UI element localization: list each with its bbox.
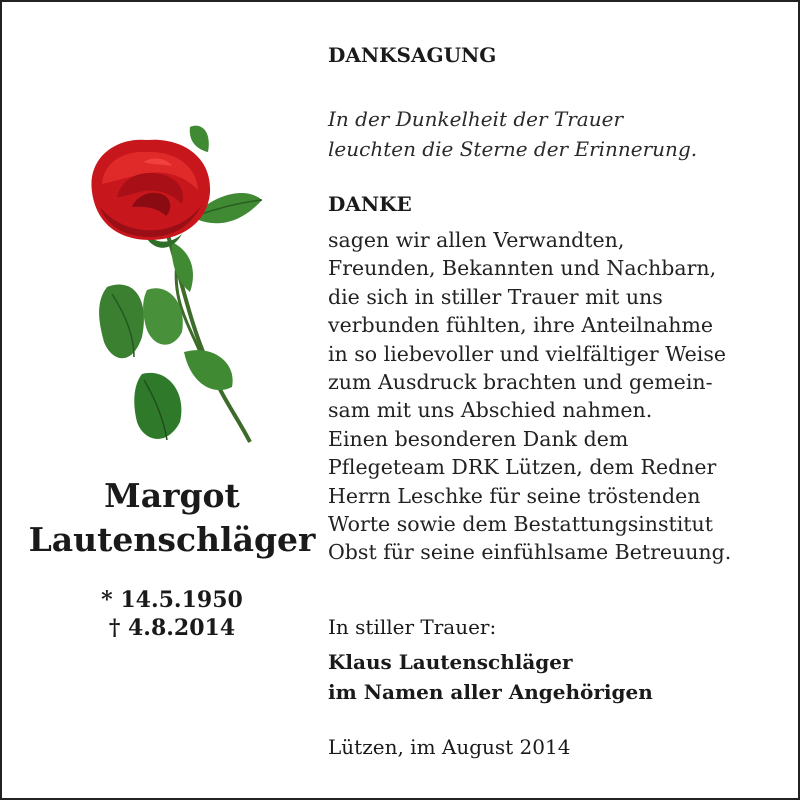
page-title: DANKSAGUNG (328, 43, 497, 67)
danke-heading: DANKE (328, 192, 412, 216)
death-date: † 4.8.2014 (108, 615, 236, 641)
in-stiller-trauer: In stiller Trauer: (328, 615, 497, 639)
body-line: Pflegeteam DRK Lützen, dem Redner (328, 455, 717, 480)
body-line: Worte sowie dem Bestattungsinstitut (328, 512, 713, 537)
body-line: in so liebevoller und vielfältiger Weise (328, 341, 726, 366)
body-line: Obst für seine einfühlsame Betreuung. (328, 540, 732, 565)
deceased-last-name: Lautenschläger (28, 520, 316, 559)
signature-name: Klaus Lautenschläger (328, 650, 573, 674)
motto (328, 104, 788, 164)
body-line: Herrn Leschke für seine tröstenden (328, 483, 701, 508)
signature-note: im Namen aller Angehörigen (328, 680, 653, 704)
body-line: zum Ausdruck brachten und gemein- (328, 370, 713, 395)
body-line: die sich in stiller Trauer mit uns (328, 284, 663, 309)
deceased-first-name: Margot (104, 476, 240, 515)
motto-line: In der Dunkelheit der Trauer (328, 107, 624, 131)
place-date: Lützen, im August 2014 (328, 735, 571, 759)
body-line: verbunden fühlten, ihre Anteilnahme (328, 313, 714, 338)
body-line: sam mit uns Abschied nahmen. (328, 398, 653, 423)
birth-date: * 14.5.1950 (101, 587, 243, 613)
body-line: Einen besonderen Dank dem (328, 426, 629, 451)
thanks-body (328, 226, 788, 567)
body-line: Freunden, Bekannten und Nachbarn, (328, 256, 717, 281)
rose-icon (72, 112, 272, 457)
motto-line: leuchten die Sterne der Erinnerung. (328, 137, 698, 161)
body-line: sagen wir allen Verwandten, (328, 228, 625, 252)
signature (328, 647, 788, 707)
